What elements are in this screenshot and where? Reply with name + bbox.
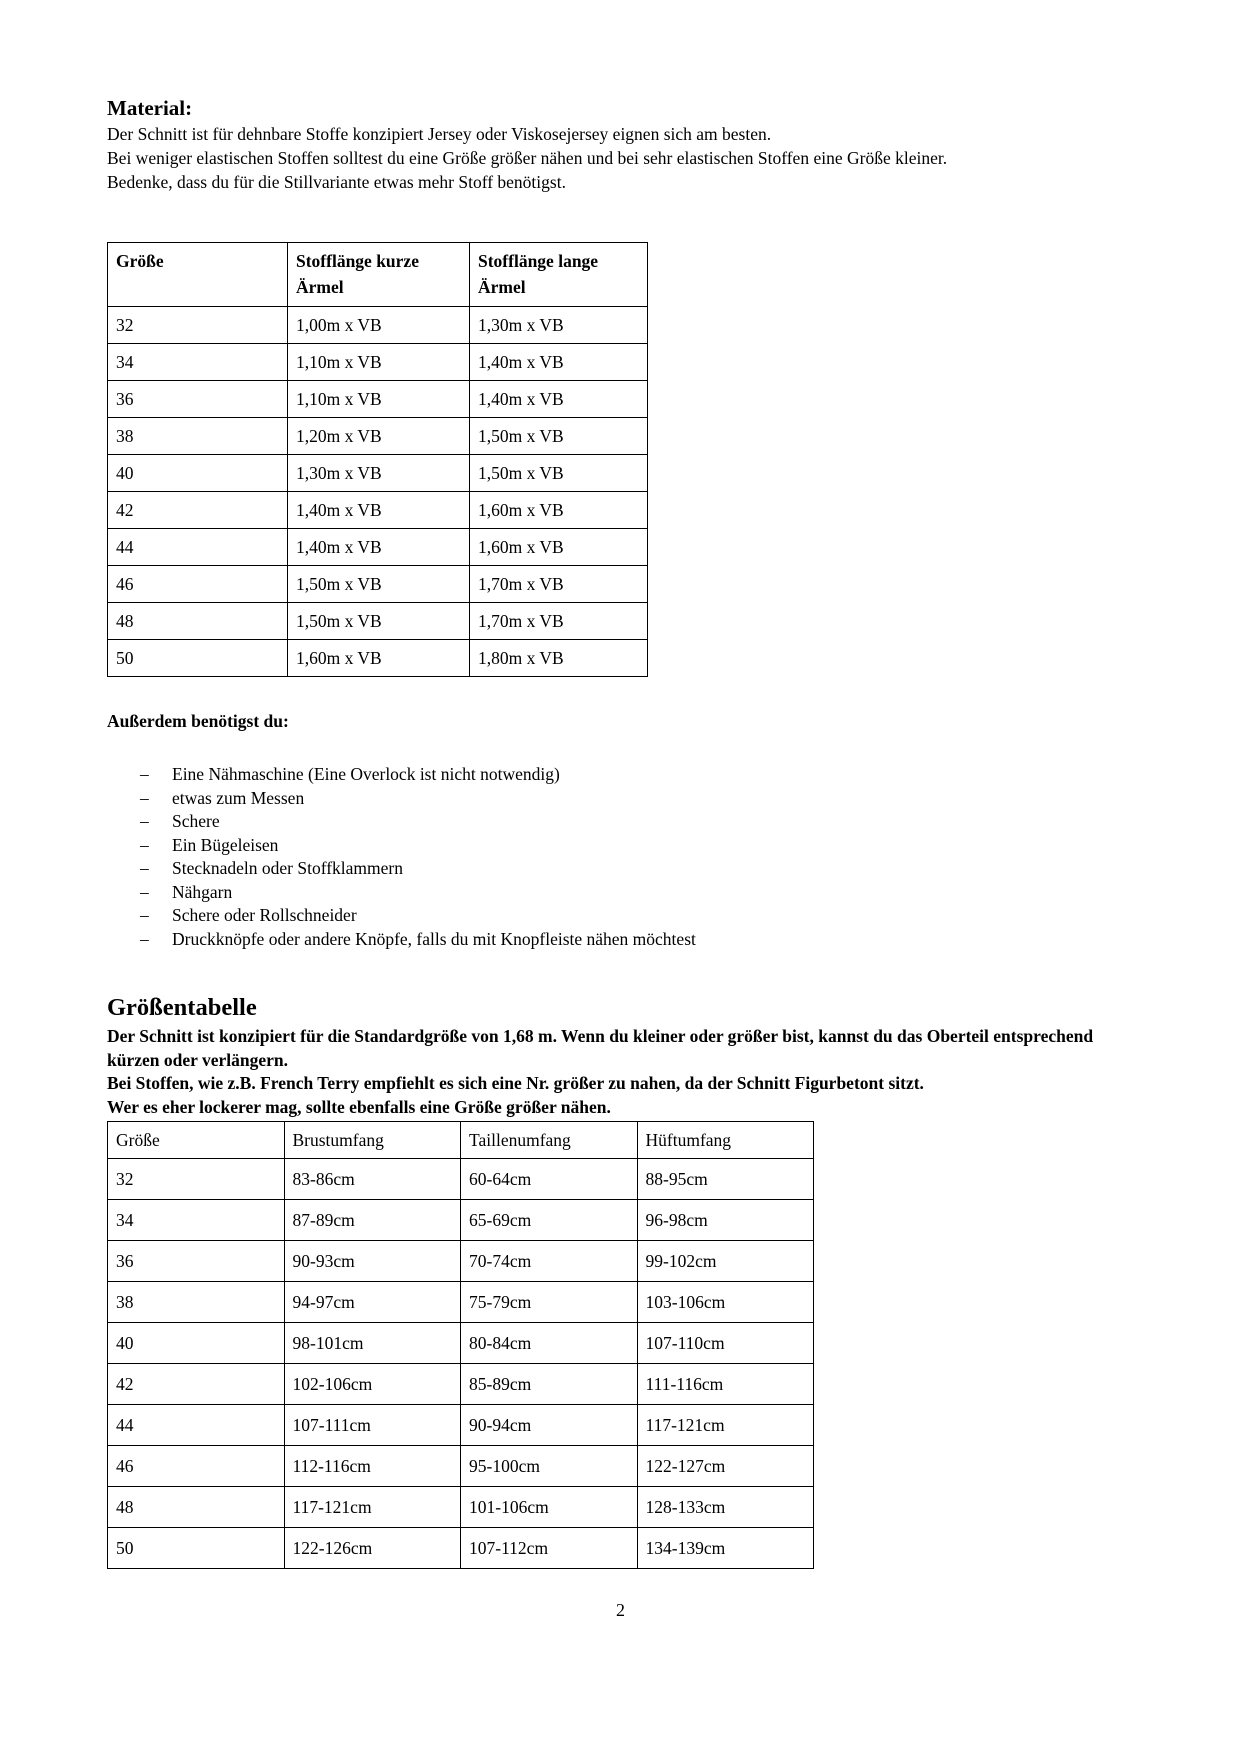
table-cell: 42 <box>108 1363 285 1404</box>
table-cell: 48 <box>108 1486 285 1527</box>
paragraph-line: Bedenke, dass du für die Stillvariante etwas mehr Stoff benötigst. <box>107 172 566 192</box>
table-cell: 44 <box>108 529 288 566</box>
dash-bullet: – <box>140 834 149 855</box>
table-row <box>108 381 648 418</box>
table-header-cell: Stofflänge lange Ärmel <box>470 243 648 307</box>
table-cell: 128-133cm <box>637 1486 814 1527</box>
table-cell: 1,10m x VB <box>288 381 470 418</box>
table-cell: 83-86cm <box>284 1158 461 1199</box>
paragraph-line: Bei weniger elastischen Stoffen solltest du eine Größe größer nähen und bei sehr elastischen Stoffen eine Größe kleiner. <box>107 148 948 168</box>
material-heading: Material: <box>107 96 193 120</box>
table-cell: 1,40m x VB <box>470 344 648 381</box>
table-cell: 1,70m x VB <box>470 603 648 640</box>
dash-bullet: – <box>140 787 149 808</box>
table-cell: 42 <box>108 492 288 529</box>
list-item <box>107 787 1134 811</box>
supplies-heading: Außerdem benötigst du: <box>107 711 289 731</box>
table-cell: 48 <box>108 603 288 640</box>
material-paragraphs <box>107 122 1134 194</box>
table-header-cell: Größe <box>108 1121 285 1158</box>
table-cell: 1,60m x VB <box>470 492 648 529</box>
list-item-text: Nähgarn <box>172 881 233 902</box>
list-item <box>107 928 1134 952</box>
table-cell: 88-95cm <box>637 1158 814 1199</box>
table-row <box>108 603 648 640</box>
list-item <box>107 904 1134 928</box>
table-cell: 96-98cm <box>637 1199 814 1240</box>
fabric-length-table <box>107 242 648 677</box>
table-cell: 34 <box>108 344 288 381</box>
table-row <box>108 1199 814 1240</box>
list-item-text: Druckknöpfe oder andere Knöpfe, falls du mit Knopfleiste nähen möchtest <box>172 928 696 949</box>
list-item <box>107 834 1134 858</box>
table-cell: 107-111cm <box>284 1404 461 1445</box>
table-cell: 94-97cm <box>284 1281 461 1322</box>
table-row <box>108 455 648 492</box>
table-cell: 40 <box>108 1322 285 1363</box>
dash-bullet: – <box>140 811 149 831</box>
list-item-text: Ein Bügeleisen <box>172 834 279 855</box>
table-cell: 38 <box>108 418 288 455</box>
supplies-list <box>107 763 1134 951</box>
table-cell: 87-89cm <box>284 1199 461 1240</box>
size-measurement-table <box>107 1121 814 1569</box>
table-cell: 85-89cm <box>461 1363 638 1404</box>
table-cell: 134-139cm <box>637 1527 814 1568</box>
table-cell: 1,80m x VB <box>470 640 648 677</box>
table-cell: 103-106cm <box>637 1281 814 1322</box>
table-row <box>108 1158 814 1199</box>
table-row <box>108 344 648 381</box>
table-row <box>108 1322 814 1363</box>
table-cell: 50 <box>108 1527 285 1568</box>
table-header-row <box>108 1121 814 1158</box>
table-cell: 34 <box>108 1199 285 1240</box>
table-cell: 50 <box>108 640 288 677</box>
table-cell: 46 <box>108 1445 285 1486</box>
table-row <box>108 1486 814 1527</box>
list-item-text: Eine Nähmaschine (Eine Overlock ist nicht notwendig) <box>172 764 560 784</box>
table-cell: 36 <box>108 1240 285 1281</box>
table-row <box>108 1240 814 1281</box>
table-header-cell: Stofflänge kurze Ärmel <box>288 243 470 307</box>
table-cell: 46 <box>108 566 288 603</box>
table-cell: 1,40m x VB <box>470 381 648 418</box>
table-cell: 44 <box>108 1404 285 1445</box>
table-cell: 1,00m x VB <box>288 307 470 344</box>
table-cell: 1,10m x VB <box>288 344 470 381</box>
table-cell: 36 <box>108 381 288 418</box>
table-cell: 95-100cm <box>461 1445 638 1486</box>
table-cell: 32 <box>108 1158 285 1199</box>
table-cell: 1,20m x VB <box>288 418 470 455</box>
list-item-text: Stecknadeln oder Stoffklammern <box>172 858 404 878</box>
table-cell: 102-106cm <box>284 1363 461 1404</box>
table-cell: 90-94cm <box>461 1404 638 1445</box>
table-cell: 80-84cm <box>461 1322 638 1363</box>
table-row <box>108 1281 814 1322</box>
table-row <box>108 529 648 566</box>
table-cell: 1,60m x VB <box>288 640 470 677</box>
table-cell: 60-64cm <box>461 1158 638 1199</box>
paragraph-line: Bei Stoffen, wie z.B. French Terry empfiehlt es sich eine Nr. größer zu nahen, da der Schnitt Figurbetont sitzt. <box>107 1073 924 1094</box>
table-row <box>108 307 648 344</box>
table-header-cell: Hüftumfang <box>637 1121 814 1158</box>
table-cell: 1,50m x VB <box>470 418 648 455</box>
page-number: 2 <box>616 1600 625 1620</box>
size-section-paragraphs <box>107 1025 1134 1120</box>
table-cell: 107-112cm <box>461 1527 638 1568</box>
table-header-row <box>108 243 648 307</box>
table-cell: 90-93cm <box>284 1240 461 1281</box>
table-cell: 111-116cm <box>637 1363 814 1404</box>
paragraph-line: Der Schnitt ist für dehnbare Stoffe konzipiert Jersey oder Viskosejersey eignen sich am besten. <box>107 124 772 144</box>
table-cell: 70-74cm <box>461 1240 638 1281</box>
table-cell: 75-79cm <box>461 1281 638 1322</box>
list-item <box>107 881 1134 905</box>
dash-bullet: – <box>140 928 149 949</box>
paragraph-line: Wer es eher lockerer mag, sollte ebenfalls eine Größe größer nähen. <box>107 1097 611 1118</box>
table-cell: 122-127cm <box>637 1445 814 1486</box>
table-cell: 112-116cm <box>284 1445 461 1486</box>
table-cell: 99-102cm <box>637 1240 814 1281</box>
table-header-cell: Größe <box>108 243 288 307</box>
size-section-heading: Größentabelle <box>107 994 257 1021</box>
table-row <box>108 1445 814 1486</box>
table-cell: 1,40m x VB <box>288 529 470 566</box>
list-item-text: Schere oder Rollschneider <box>172 905 357 925</box>
table-cell: 117-121cm <box>637 1404 814 1445</box>
list-item <box>107 857 1134 881</box>
table-row <box>108 1527 814 1568</box>
dash-bullet: – <box>140 764 149 784</box>
table-cell: 101-106cm <box>461 1486 638 1527</box>
table-cell: 1,30m x VB <box>470 307 648 344</box>
table-header-cell: Taillenumfang <box>461 1121 638 1158</box>
table-cell: 65-69cm <box>461 1199 638 1240</box>
table-cell: 1,50m x VB <box>288 603 470 640</box>
list-item-text: etwas zum Messen <box>172 787 305 808</box>
table-row <box>108 640 648 677</box>
table-cell: 107-110cm <box>637 1322 814 1363</box>
table-row <box>108 492 648 529</box>
table-cell: 1,40m x VB <box>288 492 470 529</box>
table-cell: 40 <box>108 455 288 492</box>
table-header-cell: Brustumfang <box>284 1121 461 1158</box>
dash-bullet: – <box>140 905 149 925</box>
table-cell: 1,70m x VB <box>470 566 648 603</box>
table-cell: 38 <box>108 1281 285 1322</box>
table-row <box>108 566 648 603</box>
dash-bullet: – <box>140 858 149 878</box>
table-cell: 1,30m x VB <box>288 455 470 492</box>
list-item <box>107 810 1134 834</box>
table-row <box>108 1363 814 1404</box>
table-row <box>108 1404 814 1445</box>
table-cell: 1,50m x VB <box>288 566 470 603</box>
paragraph-line: Der Schnitt ist konzipiert für die Standardgröße von 1,68 m. Wenn du kleiner oder größer bist, kannst du das Oberteil entsprechend kürzen oder verlängern. <box>107 1026 1094 1070</box>
table-cell: 122-126cm <box>284 1527 461 1568</box>
table-cell: 32 <box>108 307 288 344</box>
list-item-text: Schere <box>172 811 220 831</box>
dash-bullet: – <box>140 881 149 902</box>
table-cell: 1,50m x VB <box>470 455 648 492</box>
table-row <box>108 418 648 455</box>
table-cell: 117-121cm <box>284 1486 461 1527</box>
list-item <box>107 763 1134 787</box>
table-cell: 1,60m x VB <box>470 529 648 566</box>
table-cell: 98-101cm <box>284 1322 461 1363</box>
